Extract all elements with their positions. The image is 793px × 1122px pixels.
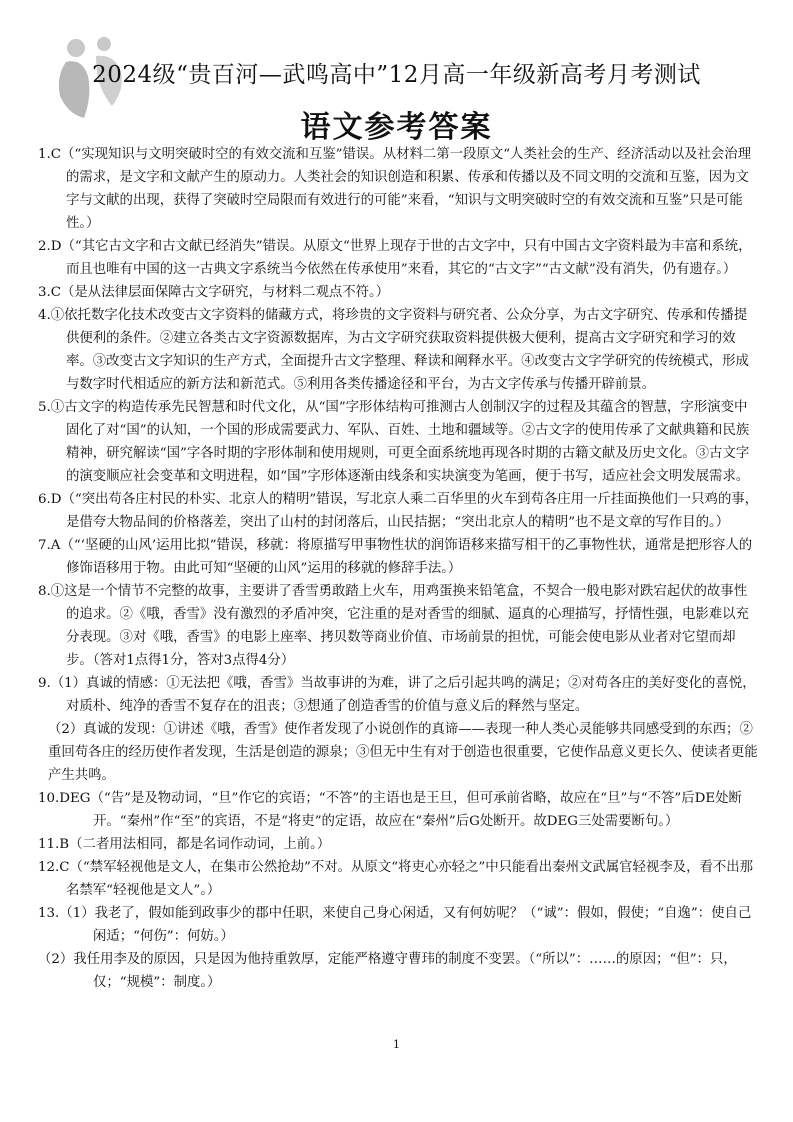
answer-9-part2: （2）真诚的发现：①讲述《哦，香雪》使作者发现了小说创作的真谛——表现一种人类心灵能够共同感受到的东西；②重回苟各庄的经历使作者发现，生活是创造的源泉；③但无中生有对于创造也很重要，它使作品意义更长久、使读者更能产生共鸣。 — [48, 722, 758, 783]
answer-2: 2.D（“其它古文字和古文献已经消失”错误。从原文“世界上现存于世的古文字中，只有中国古文字资料最为丰富和系统，而且也唯有中国的这一古典文字系统当今依然在传承使用”来看，其它的“古文字”“古文献”没有消失，仍有遗存。） — [38, 239, 752, 277]
answer-list — [38, 143, 760, 994]
answer-13-part2: （2）我任用李及的原因，只是因为他持重敦厚，定能严格遵守曹玮的制度不变罢。（“所以”：……的原因；“但”：只，仅；“规模”：制度。） — [38, 952, 737, 990]
page-subtitle: 语文参考答案 — [300, 110, 493, 145]
answer-6: 6.D（“突出苟各庄村民的朴实、北京人的精明”错误，写北京人乘二百华里的火车到苟各庄用一斤挂面换他们一只鸡的事，是借夸大物品间的价格落差，突出了山村的封闭落后，山民拮据；“突出北京人的精明”也不是文章的写作目的。） — [38, 492, 759, 530]
answer-11: 11.B（二者用法相同，都是名词作动词，上前。） — [38, 837, 331, 852]
answer-8: 8.①这是一个情节不完整的故事，主要讲了香雪勇敢踏上火车，用鸡蛋换来铅笔盒，不契合一般电影对跌宕起伏的故事性的追求。②《哦，香雪》没有激烈的矛盾冲突，它注重的是对香雪的细腻、逼真的心理描写，抒情性强，电影难以充分表现。③对《哦，香雪》的电影上座率、拷贝数等商业价值、市场前景的担忧，可能会使电影从业者对它望而却步。（答对1点得1分，答对3点得4分） — [38, 584, 749, 668]
answer-3: 3.C（是从法律层面保障古文字研究，与材料二观点不符。） — [38, 285, 390, 300]
answer-5: 5.①古文字的构造传承先民智慧和时代文化，从“国”字形体结构可推测古人创制汉字的过程及其蕴含的智慧，字形演变中固化了对“国”的认知，一个国的形成需要武力、军队、百姓、土地和疆域等。②古文字的使用传承了文献典籍和民族精神，研究解读“国”字各时期的字形体制和使用规则，可更全面系统地再现各时期的古籍文献及历史文化。③古文字的演变顺应社会变革和文明进程，如“国”字形体逐渐由线条和实块演变为笔画，便于书写，适应社会文明发展需求。 — [38, 400, 750, 484]
answer-9-part1: 9.（1）真诚的情感：①无法把《哦，香雪》当故事讲的为难，讲了之后引起共鸣的满足；②对苟各庄的美好变化的喜悦，对质朴、纯净的香雪不复存在的沮丧；③想通了创造香雪的价值与意义后的释然与坚定。 — [38, 676, 756, 714]
answer-10: 10.DEG（“告”是及物动词，“旦”作它的宾语；“不答”的主语也是王旦，但可承前省略，故应在“旦”与“不答”后DE处断开。“秦州”作“至”的宾语，不是“将吏”的定语，故应在“秦州”后G处断开。故DEG三处需要断句。） — [38, 791, 742, 829]
answer-1: 1.C（“实现知识与文明突破时空的有效交流和互鉴”错误。从材料二第一段原文“人类社会的生产、经济活动以及社会治理的需求，是文字和文献产生的原动力。人类社会的知识创造和积累、传承和传播以及不同文明的交流和互鉴，因为文字与文献的出现，获得了突破时空局限而有效进行的可能”来看，“知识与文明突破时空的有效交流和互鉴”只是可能性。） — [38, 147, 752, 231]
answer-13-part1: 13.（1）我老了，假如能到政事少的郡中任职，来使自己身心闲适，又有何妨呢？（“诚”：假如，假使；“自逸”：使自己闲适；“何伤”：何妨。） — [38, 906, 752, 944]
page-title: 2024级“贵百河—武鸣高中”12月高一年级新高考月考测试 — [92, 62, 701, 88]
answer-7: 7.A（“‘坚硬的山风’运用比拟”错误，移就：将原描写甲事物性状的润饰语移来描写相干的乙事物性状，通常是把形容人的修饰语移用于物。由此可知“坚硬的山风”运用的移就的修辞手法。） — [38, 538, 753, 576]
answer-4: 4.①依托数字化技术改变古文字资料的储藏方式，将珍贵的文字资料与研究者、公众分享，为古文字研究、传承和传播提供便利的条件。②建立各类古文字资源数据库，为古文字研究获取资料提供极大便利，提高古文字研究和学习的效率。③改变古文字知识的生产方式，全面提升古文字整理、释读和阐释水平。④改变古文字学研究的传统模式，形成与数字时代相适应的新方法和新范式。⑤利用各类传播途径和平台，为古文字传承与传播开辟前景。 — [38, 308, 749, 392]
page-number: 1 — [393, 1038, 400, 1051]
answer-12: 12.C（“禁军轻视他是文人，在集市公然抢劫”不对。从原文“将吏心亦轻之”中只能看出秦州文武属官轻视李及，看不出那名禁军“轻视他是文人”。） — [38, 860, 754, 898]
